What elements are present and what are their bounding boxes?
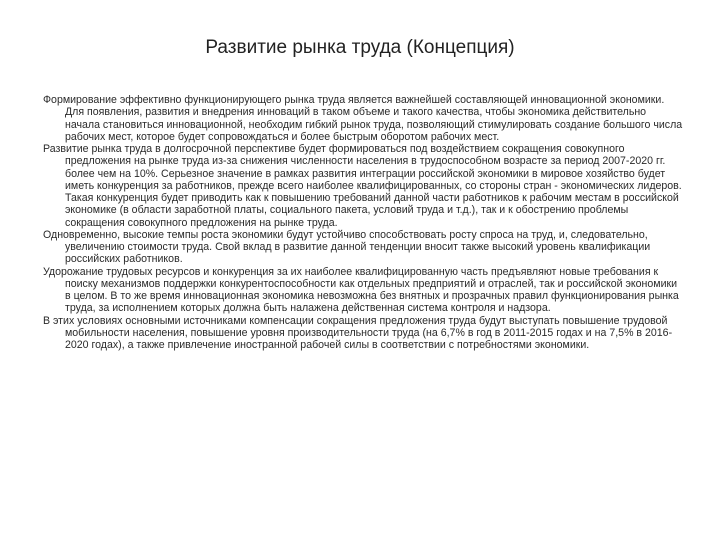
slide-title: Развитие рынка труда (Концепция)	[205, 37, 515, 58]
paragraph-rising-labor-costs: Удорожание трудовых ресурсов и конкуренция за их наиболее квалифицированную часть предъявляют новые требования к поиску механизмов поддержки конкурентоспособности как отдельных предприятий и отраслей, так и российской экономики в целом. В то же время инновационная экономика невозможна без внятных и прозрачных правил функционирования рынка труда, за исполнением которых должна быть налажена действенная система контроля и надзора.	[43, 265, 679, 315]
slide-body	[43, 94, 683, 351]
paragraph-long-term-development: Развитие рынка труда в долгосрочной перспективе будет формироваться под воздействием сокращения совокупного предложения на рынке труда из-за снижения численности населения в трудоспособном возрасте за период 2007-2020 гг. более чем на 10%. Серьезное значение в рамках развития интеграции российской экономики в мировое хозяйство будет иметь конкуренция за работников, прежде всего наиболее квалифицированных, со стороны стран - экономических лидеров. Такая конкуренция будет приводить как к повышению требований данной части работников к рабочим местам в российской экономике (в области заработной платы, социального пакета, условий труда и т.д.), так и к обострению проблемы сокращения совокупного предложения на рынке труда.	[43, 143, 682, 229]
paragraph-demand-growth: Одновременно, высокие темпы роста экономики будут устойчиво способствовать росту спроса на труд, и, следовательно, увеличению стоимости труда. Свой вклад в развитие данной тенденции вносит также высокий уровень квалификации российских работников.	[43, 228, 651, 266]
paragraph-labor-market-formation: Формирование эффективно функционирующего рынка труда является важнейшей составляющей инновационной экономики. Для появления, развития и внедрения инноваций в таком объеме и такого качества, чтобы экономика действительно начала становиться инновационной, необходим гибкий рынок труда, позволяющий стимулировать создание большого числа рабочих мест, которое будет сопровождаться и более быстрым оборотом рабочих мест.	[43, 94, 683, 143]
paragraph-compensation-sources: В этих условиях основными источниками компенсации сокращения предложения труда будут выступать повышение трудовой мобильности населения, повышение уровня производительности труда (на 6,7% в год в 2011-2015 годах и на 7,5% в 2016-2020 годах), а также привлечение иностранной рабочей силы в соответствии с потребностями экономики.	[43, 314, 673, 351]
